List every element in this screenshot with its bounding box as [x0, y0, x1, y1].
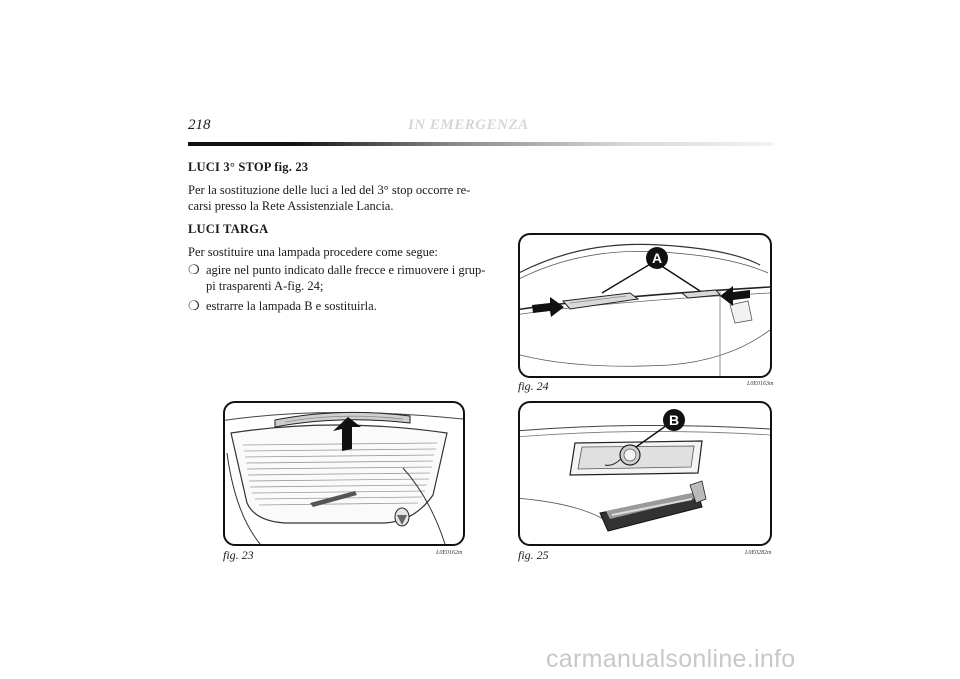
paragraph-stop-line1: Per la sostituzione delle luci a led del 3° stop occorre re-	[188, 183, 471, 197]
paragraph-targa-intro: Per sostituire una lampada procedere come segue:	[188, 245, 438, 259]
figure-23-illustration	[223, 401, 465, 546]
lamp-holder	[600, 481, 706, 531]
watermark-text[interactable]: carmanualsonline.info	[546, 645, 796, 673]
paragraph-stop	[188, 182, 488, 214]
lancia-badge-icon	[395, 508, 409, 526]
callout-a	[646, 247, 668, 269]
bullet-2-line1: estrarre la lampada B e sostituirla.	[206, 299, 377, 313]
svg-text:A: A	[651, 250, 663, 266]
figure-24-illustration	[518, 233, 772, 378]
heading-luci-stop: LUCI 3° STOP fig. 23	[188, 160, 309, 174]
figure-25-code: L0E0282m	[745, 550, 772, 556]
bullet-1-line2: pi trasparenti A-fig. 24;	[206, 279, 324, 293]
lamp-cover-left	[563, 293, 638, 309]
bullet-item	[188, 262, 493, 294]
figure-24-caption: fig. 24	[518, 379, 549, 393]
bullet-1-line1: agire nel punto indicato dalle frecce e rimuovere i grup-	[206, 263, 486, 277]
figure-23-caption: fig. 23	[223, 548, 254, 562]
arrow-right-icon	[532, 297, 564, 317]
lamp-cover-right	[682, 290, 720, 298]
bullet-item	[188, 298, 493, 314]
page-number: 218	[188, 117, 211, 133]
figure-23-code: L0E0162m	[436, 550, 463, 556]
header-rule	[188, 142, 773, 146]
heading-luci-targa: LUCI TARGA	[188, 222, 269, 236]
figure-25-caption: fig. 25	[518, 548, 549, 562]
paragraph-stop-line2: carsi presso la Rete Assistenziale Lancia.	[188, 199, 394, 213]
bullet-symbol: ❍	[188, 262, 200, 277]
callout-b	[663, 409, 685, 431]
bullet-symbol: ❍	[188, 298, 200, 313]
section-title: IN EMERGENZA	[408, 117, 529, 133]
figure-24-code: L0E0163m	[747, 381, 774, 387]
svg-text:B: B	[668, 412, 680, 428]
figure-25-illustration	[518, 401, 772, 546]
